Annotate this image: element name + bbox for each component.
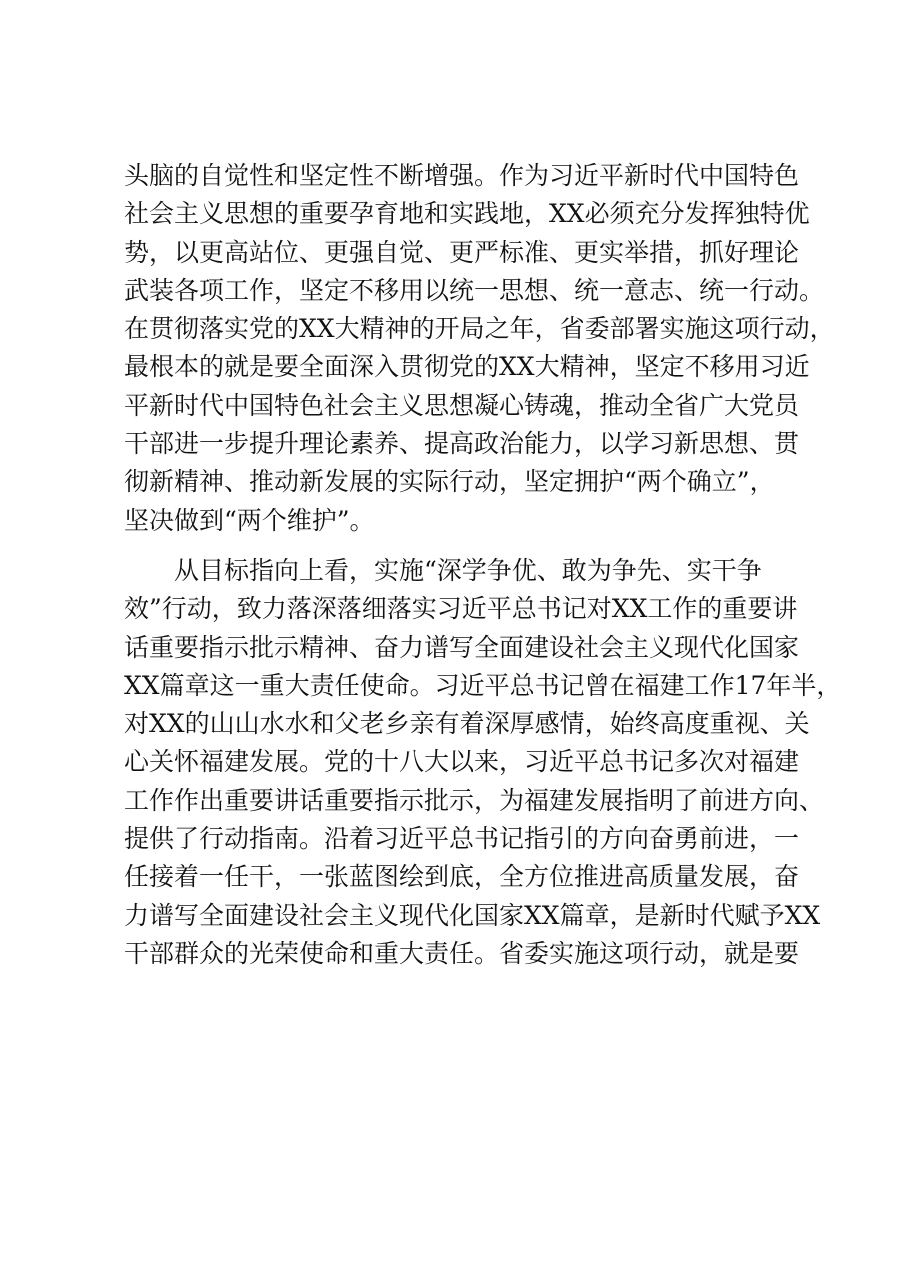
text-line: 任接着一任干，一张蓝图绘到底，全方位推进高质量发展，奋 — [124, 862, 800, 892]
text-line: 从目标指向上看，实施“深学争优、敢为争先、实干争 — [124, 555, 762, 585]
text-line: 干部群众的光荣使命和重大责任。省委实施这项行动，就是要 — [124, 938, 800, 968]
text-line: 彻新精神、推动新发展的实际行动，坚定拥护“两个确立”， — [124, 467, 775, 497]
text-line: 对XX的山山水水和父老乡亲有着深厚感情，始终高度重视、关 — [124, 709, 810, 739]
text-line: 提供了行动指南。沿着习近平总书记指引的方向奋勇前进，一 — [124, 824, 800, 854]
text-line: 话重要指示批示精神、奋力谱写全面建设社会主义现代化国家 — [124, 632, 800, 662]
text-line: 力谱写全面建设社会主义现代化国家XX篇章，是新时代赋予XX — [124, 900, 821, 930]
paragraph-1 — [124, 157, 835, 540]
text-line: 最根本的就是要全面深入贯彻党的XX大精神，坚定不移用习近 — [124, 352, 810, 382]
text-line: 平新时代中国特色社会主义思想凝心铸魂，推动全省广大党员 — [124, 390, 800, 420]
document-body — [124, 157, 842, 973]
text-line: 在贯彻落实党的XX大精神的开局之年，省委部署实施这项行动， — [124, 314, 835, 344]
text-line: 势，以更高站位、更强自觉、更严标准、更实举措，抓好理论 — [124, 237, 800, 267]
text-line: 干部进一步提升理论素养、提高政治能力，以学习新思想、贯 — [124, 429, 800, 459]
paragraph-2 — [124, 552, 842, 973]
paragraph-spacer — [124, 540, 814, 552]
text-line: 心关怀福建发展。党的十八大以来，习近平总书记多次对福建 — [124, 747, 800, 777]
text-line: 工作作出重要讲话重要指示批示，为福建发展指明了前进方向、 — [124, 785, 825, 815]
text-line: 头脑的自觉性和坚定性不断增强。作为习近平新时代中国特色 — [124, 161, 800, 190]
text-line: 效”行动，致力落深落细落实习近平总书记对XX工作的重要讲 — [124, 594, 798, 624]
text-line: 武装各项工作，坚定不移用以统一思想、统一意志、统一行动。 — [124, 275, 825, 305]
text-line: 社会主义思想的重要孕育地和实践地，XX必须充分发挥独特优 — [124, 199, 810, 229]
text-line: 坚决做到“两个维护”。 — [124, 505, 375, 535]
text-line: XX篇章这一重大责任使命。习近平总书记曾在福建工作17年半， — [124, 670, 842, 700]
